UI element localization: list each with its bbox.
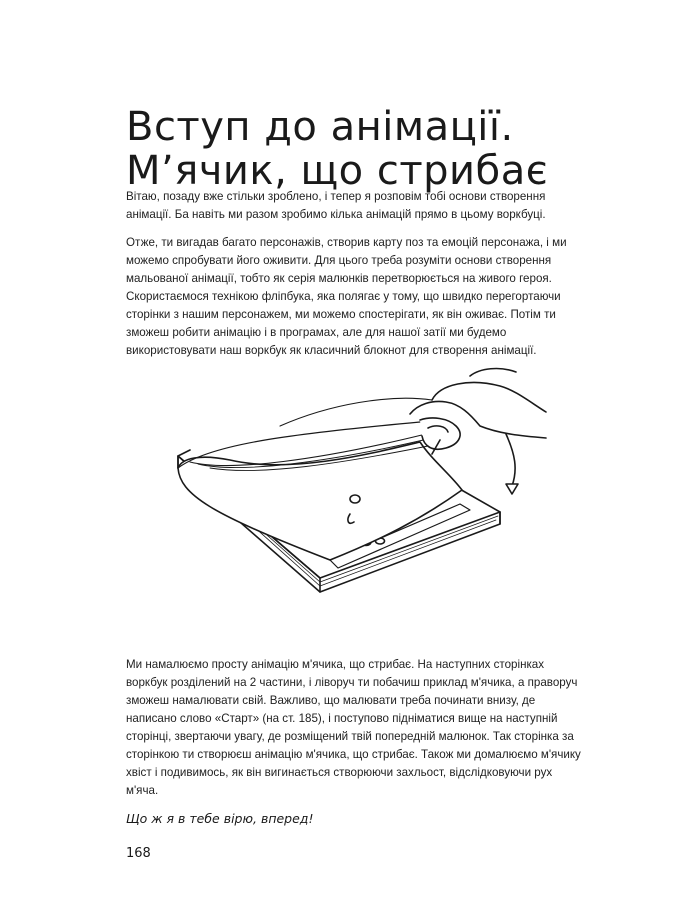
instructions-text (126, 656, 582, 838)
page-number: 168 (126, 846, 151, 861)
signoff-text: Що ж я в тебе вірю, вперед! (126, 811, 314, 826)
instructions-paragraph: Ми намалюємо просту анімацію м'ячика, що стрибає. На наступних сторінках воркбук розділений на 2 частини, і ліворуч ти побачиш приклад м'ячика, а праворуч зможеш намалювати свій. Важливо, що малювати треба починати внизу, де написано слово «Старт» (на ст. 185), і поступово підніматися вище на наступній сторінці, звертаючи увагу, де розміщений твій попередній малюнок. Так сторінка за сторінкою ти створюєш анімацію м'ячика, що стрибає. Також ми домалюємо м'ячику хвіст і подивимось, як він вигинається створюючи захльост, відслідковуючи рух м'яча. (126, 658, 581, 797)
flip-direction-arrow-icon (506, 434, 518, 494)
flipping-pages (178, 398, 462, 560)
flipbook-illustration (170, 364, 550, 626)
title-line-1: Вступ до анімації. (126, 103, 514, 150)
intro-paragraph-2: Отже, ти вигадав багато персонажів, створив карту поз та емоцій персонажа, і ми можемо спробувати його оживити. Для цього треба розуміти основи створення мальованої анімації, тобто як серія малюнків перетворюється на живого героя. Скористаємося технікою фліпбука, яка полягає у тому, що швидко перегортаючи сторінки з нашим персонажем, ми можемо спостерігати, як він оживає. Потім ти зможеш робити анімацію і в програмах, але для нашої затії ми будемо використовувати наш воркбук як класичний блокнот для створення анімації. (126, 236, 567, 357)
hand-drawing (410, 369, 546, 454)
intro-text (126, 188, 582, 370)
intro-paragraph-1: Вітаю, позаду вже стільки зроблено, і тепер я розповім тобі основи створення анімації. Ба навіть ми разом зробимо кілька анімацій прямо в цьому воркбуці. (126, 190, 546, 221)
title-line-2: М’ячик, що стрибає (126, 147, 549, 194)
page-title (126, 105, 646, 193)
